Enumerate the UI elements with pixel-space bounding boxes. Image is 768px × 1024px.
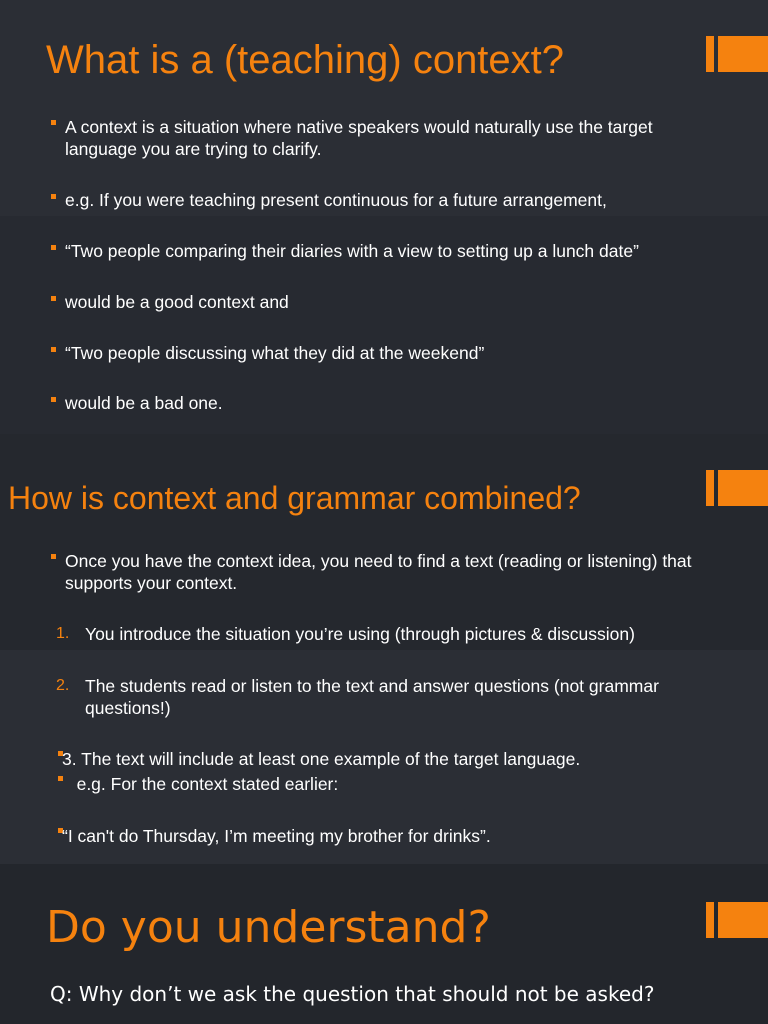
background-band: [0, 0, 768, 216]
step-text: The students read or listen to the text and answer questions (not grammar questions!): [85, 676, 659, 718]
accent-bar: [706, 36, 714, 72]
bullet-marker: [51, 245, 56, 250]
accent-block: [718, 902, 768, 938]
accent-decoration: [706, 36, 768, 72]
accent-decoration: [706, 902, 768, 938]
slide-title: How is context and grammar combined?: [8, 480, 581, 516]
bullet-marker: [51, 554, 56, 559]
step-number: 1.: [56, 625, 70, 642]
accent-block: [718, 470, 768, 506]
accent-block: [718, 36, 768, 72]
slide-context: [0, 0, 768, 434]
bullet-marker: [51, 296, 56, 301]
accent-decoration: [706, 470, 768, 506]
bullet-text: A context is a situation where native speakers would naturally use the target language you are trying to clarify.: [65, 117, 653, 159]
question-text: Q: Why don’t we ask the question that should not be asked?: [50, 982, 655, 1006]
bullet-text: would be a good context and: [65, 292, 289, 312]
slide-title: What is a (teaching) context?: [46, 38, 565, 82]
step-text: You introduce the situation you’re using (through pictures & discussion): [85, 624, 635, 644]
intro-text: Once you have the context idea, you need to find a text (reading or listening) that supports your context.: [65, 551, 692, 593]
bullet-text: “Two people comparing their diaries with a view to setting up a lunch date”: [65, 241, 639, 261]
bullet-text: would be a bad one.: [65, 393, 223, 413]
slide-combination: [0, 434, 768, 864]
bullet-marker: [51, 194, 56, 199]
bullet-text: 3. The text will include at least one example of the target language.: [62, 749, 581, 769]
accent-bar: [706, 470, 714, 506]
slide-title: Do you understand?: [46, 902, 491, 953]
bullet-text: e.g. If you were teaching present continuous for a future arrangement,: [65, 190, 607, 210]
bullet-text: “I can't do Thursday, I’m meeting my brother for drinks”.: [62, 826, 491, 846]
bullet-marker: [51, 120, 56, 125]
accent-bar: [706, 902, 714, 938]
bullet-marker: [51, 397, 56, 402]
step-number: 2.: [56, 677, 70, 694]
bullet-text: “Two people discussing what they did at the weekend”: [65, 343, 485, 363]
bullet-marker: [51, 347, 56, 352]
bullet-text: e.g. For the context stated earlier:: [62, 774, 339, 794]
slide-understand: [0, 864, 768, 1024]
